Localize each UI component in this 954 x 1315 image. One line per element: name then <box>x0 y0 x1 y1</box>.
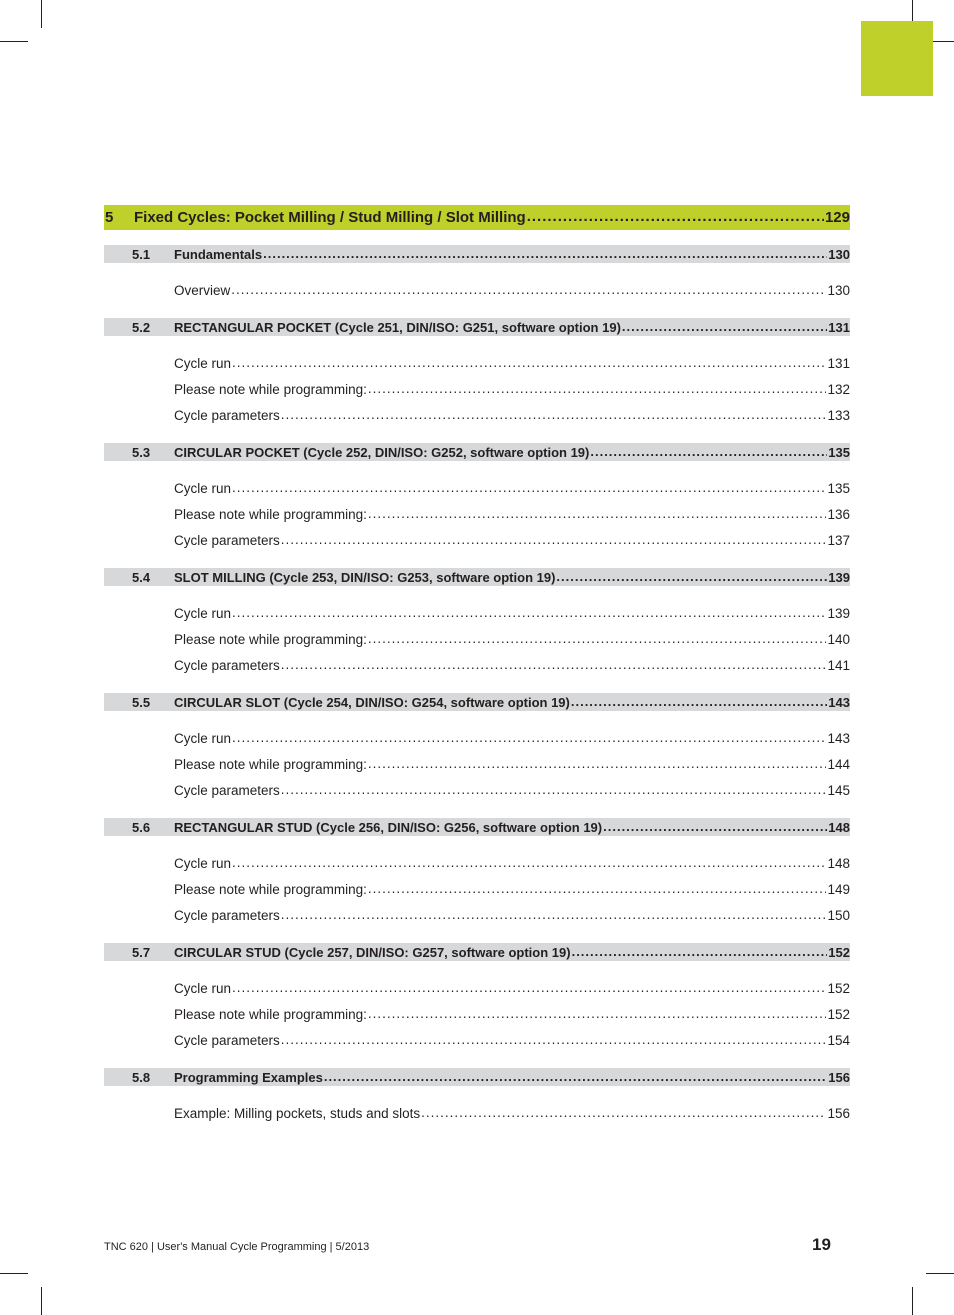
chapter-tab-marker <box>861 21 933 96</box>
section-heading[interactable] <box>104 818 850 836</box>
entry-title: Cycle run <box>174 856 232 871</box>
entry-page: 152 <box>827 981 850 996</box>
toc-entry[interactable] <box>174 506 850 524</box>
toc-entry[interactable] <box>174 282 850 300</box>
section-number: 5.8 <box>132 1069 151 1085</box>
section-title: RECTANGULAR POCKET (Cycle 251, DIN/ISO: G251, software option 19) <box>174 319 621 335</box>
dot-leader <box>368 756 827 771</box>
dot-leader <box>232 480 826 495</box>
chapter-page: 129 <box>824 209 850 226</box>
dot-leader <box>324 1069 827 1084</box>
entry-title: Please note while programming: <box>174 507 367 522</box>
dot-leader <box>368 381 827 396</box>
section-number: 5.2 <box>132 319 151 335</box>
crop-mark <box>41 0 42 28</box>
entry-page: 135 <box>827 481 850 496</box>
section-page: 130 <box>828 246 850 262</box>
section-page: 139 <box>828 569 850 585</box>
entry-page: 130 <box>827 283 850 298</box>
entry-title: Example: Milling pockets, studs and slots <box>174 1106 421 1121</box>
section-number: 5.6 <box>132 819 151 835</box>
crop-mark <box>912 1287 913 1315</box>
section-title: CIRCULAR STUD (Cycle 257, DIN/ISO: G257, software option 19) <box>174 944 571 960</box>
section-number: 5.5 <box>132 694 151 710</box>
section-heading[interactable] <box>104 1068 850 1086</box>
entry-title: Cycle run <box>174 731 232 746</box>
entry-page: 148 <box>827 856 850 871</box>
crop-mark <box>0 41 28 42</box>
toc-entry[interactable] <box>174 782 850 800</box>
entry-title: Cycle run <box>174 481 232 496</box>
dot-leader <box>281 532 827 547</box>
toc-entry[interactable] <box>174 907 850 925</box>
dot-leader <box>281 407 827 422</box>
dot-leader <box>368 1006 827 1021</box>
dot-leader <box>231 282 826 297</box>
section-title: CIRCULAR POCKET (Cycle 252, DIN/ISO: G252, software option 19) <box>174 444 590 460</box>
section-number: 5.4 <box>132 569 151 585</box>
toc-entry[interactable] <box>174 355 850 373</box>
section-title: Fundamentals <box>174 246 263 262</box>
toc-entry[interactable] <box>174 407 850 425</box>
section-page: 148 <box>828 819 850 835</box>
toc-entry[interactable] <box>174 1105 850 1123</box>
section-page: 152 <box>828 944 850 960</box>
entry-page: 156 <box>827 1106 850 1121</box>
toc-entry[interactable] <box>174 631 850 649</box>
section-heading[interactable] <box>104 245 850 263</box>
dot-leader <box>368 506 827 521</box>
entry-page: 133 <box>827 408 850 423</box>
section-number: 5.3 <box>132 444 151 460</box>
entry-title: Cycle parameters <box>174 658 280 673</box>
entry-title: Cycle parameters <box>174 1033 280 1048</box>
dot-leader <box>421 1105 826 1120</box>
dot-leader <box>232 730 826 745</box>
dot-leader <box>572 944 828 959</box>
toc-entry[interactable] <box>174 730 850 748</box>
entry-page: 144 <box>827 757 850 772</box>
entry-title: Cycle parameters <box>174 408 280 423</box>
chapter-number: 5 <box>105 209 114 226</box>
section-heading[interactable] <box>104 318 850 336</box>
dot-leader <box>232 605 826 620</box>
chapter-heading[interactable] <box>104 205 850 230</box>
footer-text: TNC 620 | User's Manual Cycle Programming | 5/2013 <box>104 1241 370 1253</box>
entry-page: 150 <box>827 908 850 923</box>
section-number: 5.1 <box>132 246 151 262</box>
dot-leader <box>281 907 827 922</box>
chapter-title: Fixed Cycles: Pocket Milling / Stud Milling / Slot Milling <box>134 209 526 226</box>
dot-leader <box>603 819 827 834</box>
entry-page: 131 <box>827 356 850 371</box>
section-page: 131 <box>828 319 850 335</box>
section-heading[interactable] <box>104 693 850 711</box>
section-heading[interactable] <box>104 568 850 586</box>
entry-page: 141 <box>827 658 850 673</box>
toc-entry[interactable] <box>174 1032 850 1050</box>
toc-entry[interactable] <box>174 657 850 675</box>
toc-entry[interactable] <box>174 1006 850 1024</box>
toc-entry[interactable] <box>174 881 850 899</box>
section-page: 135 <box>828 444 850 460</box>
dot-leader <box>232 855 826 870</box>
dot-leader <box>571 694 827 709</box>
dot-leader <box>368 631 827 646</box>
entry-title: Cycle run <box>174 606 232 621</box>
dot-leader <box>368 881 827 896</box>
entry-title: Cycle parameters <box>174 783 280 798</box>
entry-title: Please note while programming: <box>174 382 367 397</box>
entry-page: 132 <box>827 382 850 397</box>
entry-page: 154 <box>827 1033 850 1048</box>
dot-leader <box>232 355 826 370</box>
dot-leader <box>263 246 827 261</box>
section-page: 156 <box>828 1069 850 1085</box>
dot-leader <box>556 569 827 584</box>
section-heading[interactable] <box>104 943 850 961</box>
entry-title: Please note while programming: <box>174 1007 367 1022</box>
crop-mark <box>41 1287 42 1315</box>
entry-title: Cycle run <box>174 981 232 996</box>
toc-entry[interactable] <box>174 980 850 998</box>
entry-page: 137 <box>827 533 850 548</box>
crop-mark <box>926 1273 954 1274</box>
dot-leader <box>622 319 827 334</box>
entry-title: Cycle parameters <box>174 533 280 548</box>
entry-page: 143 <box>827 731 850 746</box>
dot-leader <box>281 657 827 672</box>
page-number: 19 <box>812 1235 831 1254</box>
toc-entry[interactable] <box>174 855 850 873</box>
toc-entry[interactable] <box>174 605 850 623</box>
dot-leader <box>590 444 827 459</box>
entry-page: 145 <box>827 783 850 798</box>
section-heading[interactable] <box>104 443 850 461</box>
section-title: CIRCULAR SLOT (Cycle 254, DIN/ISO: G254, software option 19) <box>174 694 570 710</box>
entry-title: Cycle parameters <box>174 908 280 923</box>
section-title: Programming Examples <box>174 1069 323 1085</box>
entry-page: 140 <box>827 632 850 647</box>
section-title: SLOT MILLING (Cycle 253, DIN/ISO: G253, software option 19) <box>174 569 556 585</box>
toc-entry[interactable] <box>174 756 850 774</box>
entry-title: Cycle run <box>174 356 232 371</box>
toc-entry[interactable] <box>174 532 850 550</box>
section-number: 5.7 <box>132 944 151 960</box>
crop-mark <box>0 1273 28 1274</box>
toc-entry[interactable] <box>174 381 850 399</box>
section-title: RECTANGULAR STUD (Cycle 256, DIN/ISO: G256, software option 19) <box>174 819 603 835</box>
entry-title: Overview <box>174 283 231 298</box>
entry-page: 149 <box>827 882 850 897</box>
entry-page: 152 <box>827 1007 850 1022</box>
section-page: 143 <box>828 694 850 710</box>
entry-page: 139 <box>827 606 850 621</box>
entry-title: Please note while programming: <box>174 882 367 897</box>
dot-leader <box>281 782 827 797</box>
toc-entry[interactable] <box>174 480 850 498</box>
entry-page: 136 <box>827 507 850 522</box>
dot-leader <box>232 980 826 995</box>
dot-leader <box>527 208 824 225</box>
dot-leader <box>281 1032 827 1047</box>
entry-title: Please note while programming: <box>174 632 367 647</box>
entry-title: Please note while programming: <box>174 757 367 772</box>
